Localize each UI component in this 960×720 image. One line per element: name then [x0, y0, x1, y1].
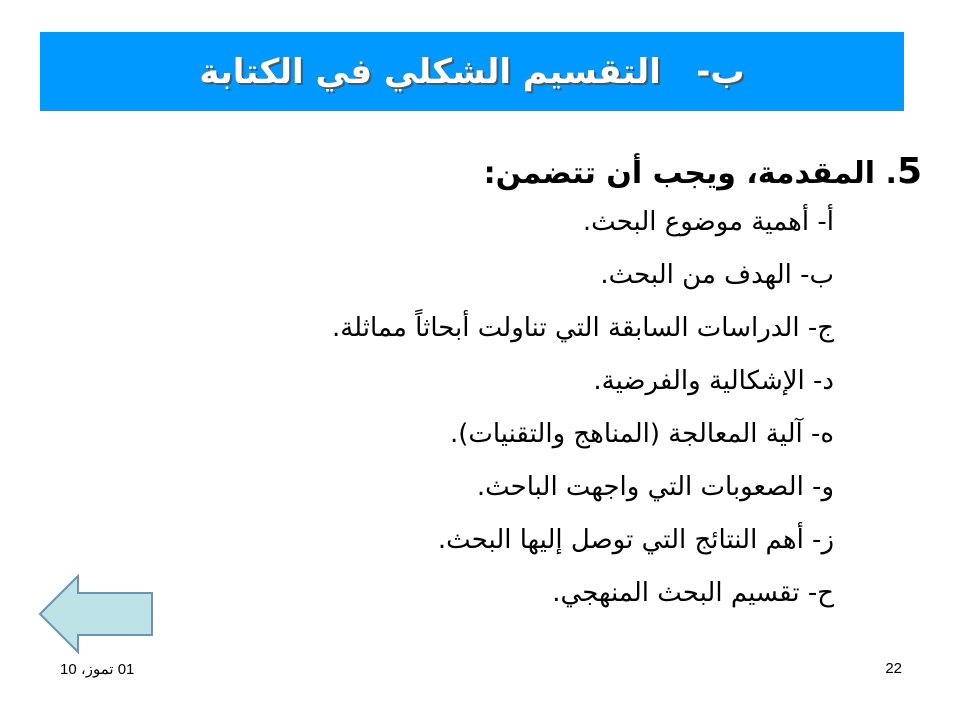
footer-date: 01 تموز، 10 [60, 661, 135, 678]
list-item: ز- أهم النتائج التي توصل إليها البحث. [437, 525, 834, 555]
list-item: و- الصعوبات التي واجهت الباحث. [476, 472, 834, 502]
heading-number: 5 [896, 151, 922, 192]
list-item: أ- أهمية موضوع البحث. [582, 207, 834, 237]
list-item: ب- الهدف من البحث. [600, 260, 834, 290]
left-arrow-icon [38, 573, 156, 655]
requirements-list [202, 196, 922, 620]
back-button[interactable] [38, 573, 156, 655]
list-item: د- الإشكالية والفرضية. [593, 366, 834, 396]
list-item: ه- آلية المعالجة (المناهج والتقنيات). [449, 419, 834, 449]
list-item: ح- تقسيم البحث المنهجي. [552, 578, 834, 608]
page-number: 22 [885, 660, 902, 677]
section-heading [202, 150, 922, 196]
slide-content [202, 150, 922, 620]
list-item: ج- الدراسات السابقة التي تناولت أبحاثاً مماثلة. [331, 313, 834, 343]
slide-title: ب- التقسيم الشكلي في الكتابة [199, 51, 745, 92]
heading-text: . المقدمة، ويجب أن تتضمن: [483, 156, 897, 191]
title-bar [40, 32, 904, 111]
